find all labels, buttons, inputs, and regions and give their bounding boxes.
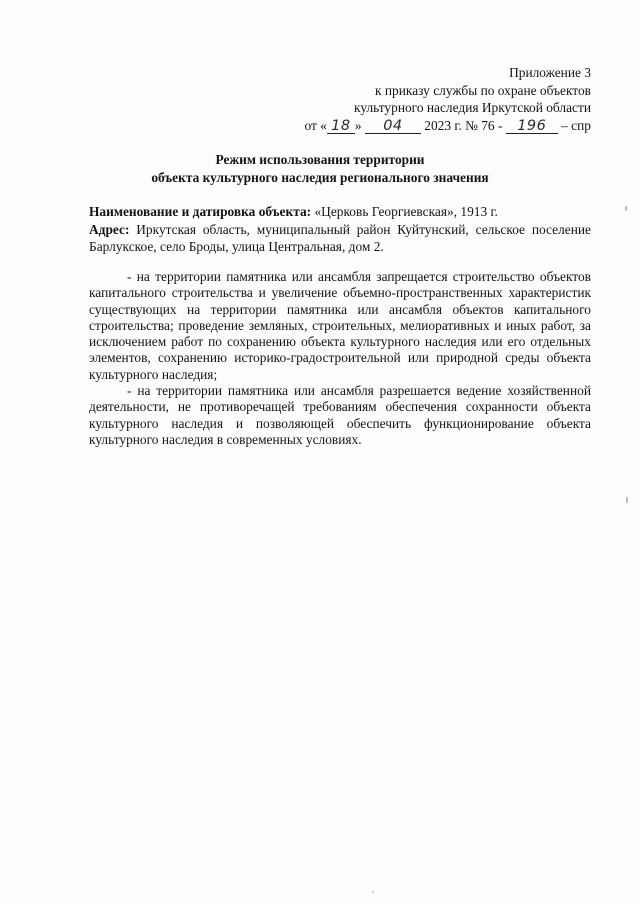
document-title <box>60 151 580 186</box>
scan-speck <box>372 891 374 893</box>
handwritten-month: 04 <box>365 120 421 134</box>
object-address-row <box>89 221 591 256</box>
object-name-label: Наименование и датировка объекта: <box>89 204 312 219</box>
title-line-1: Режим использования территории <box>215 152 425 167</box>
appendix-title: Приложение 3 <box>509 65 591 80</box>
object-name-value: «Церковь Георгиевская», 1913 г. <box>314 204 498 219</box>
date-mid: » <box>354 117 362 133</box>
object-address-value: Иркутская область, муниципальный район Куйтунский, сельское поселение Барлукское, село Броды, улица Центральная, дом 2. <box>89 221 591 254</box>
usage-rules <box>89 269 591 448</box>
rule-paragraph: - на территории памятника или ансамбля разрешается ведение хозяйственной деятельности, не противоречащей требованиям обеспечения сохранности объекта культурного наследия и позволяющей обеспечить функционирование объекта культурного наследия в современных условиях. <box>89 383 591 447</box>
object-address-label: Адрес: <box>89 221 130 237</box>
appendix-header <box>304 64 591 134</box>
appendix-authority-line: культурного наследия Иркутской области <box>354 100 591 115</box>
object-name-row <box>89 203 591 221</box>
title-line-2: объекта культурного наследия регионального значения <box>151 169 489 185</box>
scan-speck <box>625 206 627 211</box>
date-prefix: от « <box>304 117 327 133</box>
handwritten-day: 18 <box>327 120 355 134</box>
scan-speck <box>626 497 628 503</box>
rule-paragraph: - на территории памятника или ансамбля запрещается строительство объектов капитального строительства и увеличение объемно-пространственных характеристик существующих на территории памятника или ансамбля объектов капитального строительства; проведение земляных, строительных, мелиоративных и иных работ, за исключением работ по сохранению объекта культурного наследия или его отдельных элементов, сохранению историко-градостроительной или природной среды объекта культурного наследия; <box>89 269 591 382</box>
handwritten-number: 196 <box>506 120 558 134</box>
appendix-date-line <box>304 117 591 135</box>
object-info <box>89 203 591 256</box>
year-text: 2023 г. № 76 - <box>424 117 503 133</box>
order-suffix: – спр <box>561 117 591 133</box>
appendix-order-line: к приказу службы по охране объектов <box>375 82 591 98</box>
